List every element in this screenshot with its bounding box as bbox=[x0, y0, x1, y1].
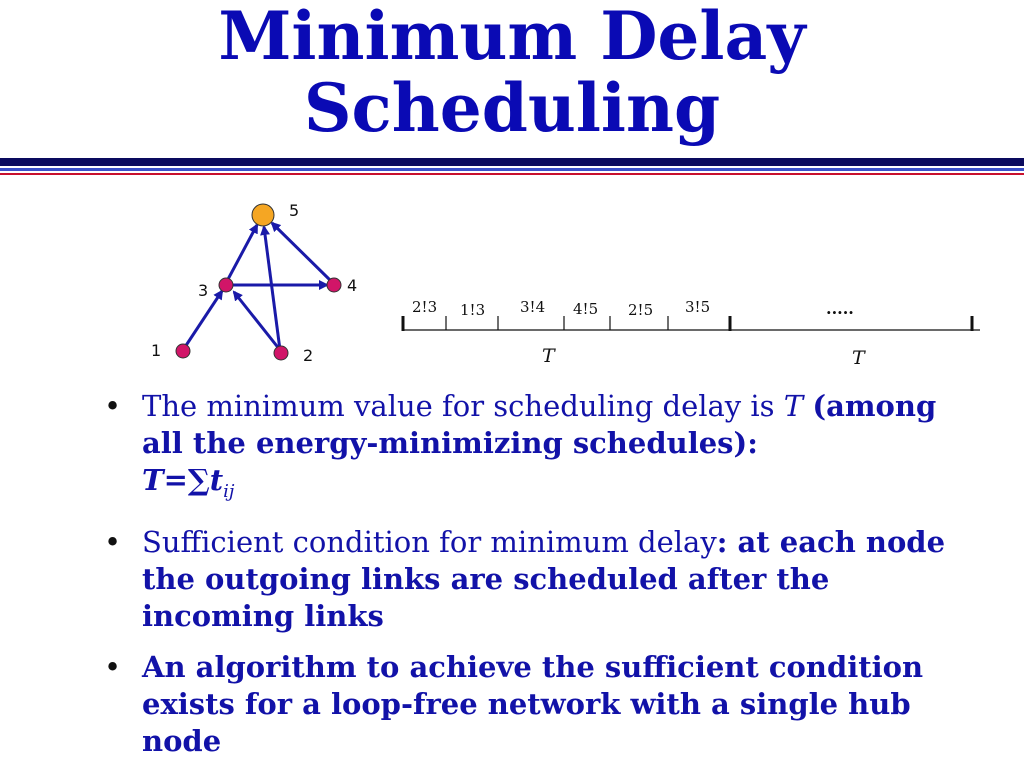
formula-sub: ij bbox=[223, 480, 235, 502]
bullet-marker: • bbox=[104, 649, 122, 684]
bullet-item-3 bbox=[100, 649, 980, 760]
node-label-3: 3 bbox=[198, 281, 209, 300]
bullet-1-var: T bbox=[783, 389, 804, 423]
bullet-item-2 bbox=[100, 524, 980, 635]
slot-label: 2!3 bbox=[412, 298, 438, 316]
formula-sum: ∑ bbox=[187, 463, 210, 497]
slot-label: 2!5 bbox=[628, 301, 654, 319]
title-line-1: Minimum Delay bbox=[218, 0, 806, 75]
node-label-1: 1 bbox=[151, 341, 162, 360]
ellipsis: ..... bbox=[826, 299, 854, 318]
bullet-2-text: Sufficient condition for minimum delay bbox=[142, 524, 717, 559]
formula-t: t bbox=[209, 463, 224, 497]
node-label-5: 5 bbox=[289, 201, 300, 220]
bullet-1-text: The minimum value for scheduling delay is bbox=[142, 389, 784, 423]
bullet-3-bold: An algorithm to achieve the sufficient condition exists for a loop-free network with a single hub node bbox=[142, 649, 924, 758]
formula-eq: = bbox=[163, 463, 188, 497]
bullet-list bbox=[100, 388, 980, 774]
slot-label: 4!5 bbox=[573, 300, 599, 318]
schedule-timeline bbox=[0, 0, 1024, 380]
bullet-marker: • bbox=[104, 524, 122, 559]
period-label-2: T bbox=[852, 347, 865, 369]
bullet-marker: • bbox=[104, 389, 122, 423]
bullet-item-1 bbox=[100, 388, 980, 510]
node-label-4: 4 bbox=[347, 276, 358, 295]
slot-label: 1!3 bbox=[460, 301, 486, 319]
period-label-1: T bbox=[542, 345, 555, 367]
slot-label: 3!5 bbox=[685, 298, 711, 316]
title-line-2: Scheduling bbox=[303, 69, 721, 147]
bullet-2-bold: : at each node the outgoing links are scheduled after the incoming links bbox=[142, 524, 946, 633]
slot-label: 3!4 bbox=[520, 298, 546, 316]
formula-lhs: T bbox=[142, 463, 164, 497]
bullet-1-bold: (among all the energy-minimizing schedules): bbox=[142, 389, 937, 460]
node-label-2: 2 bbox=[303, 346, 314, 365]
